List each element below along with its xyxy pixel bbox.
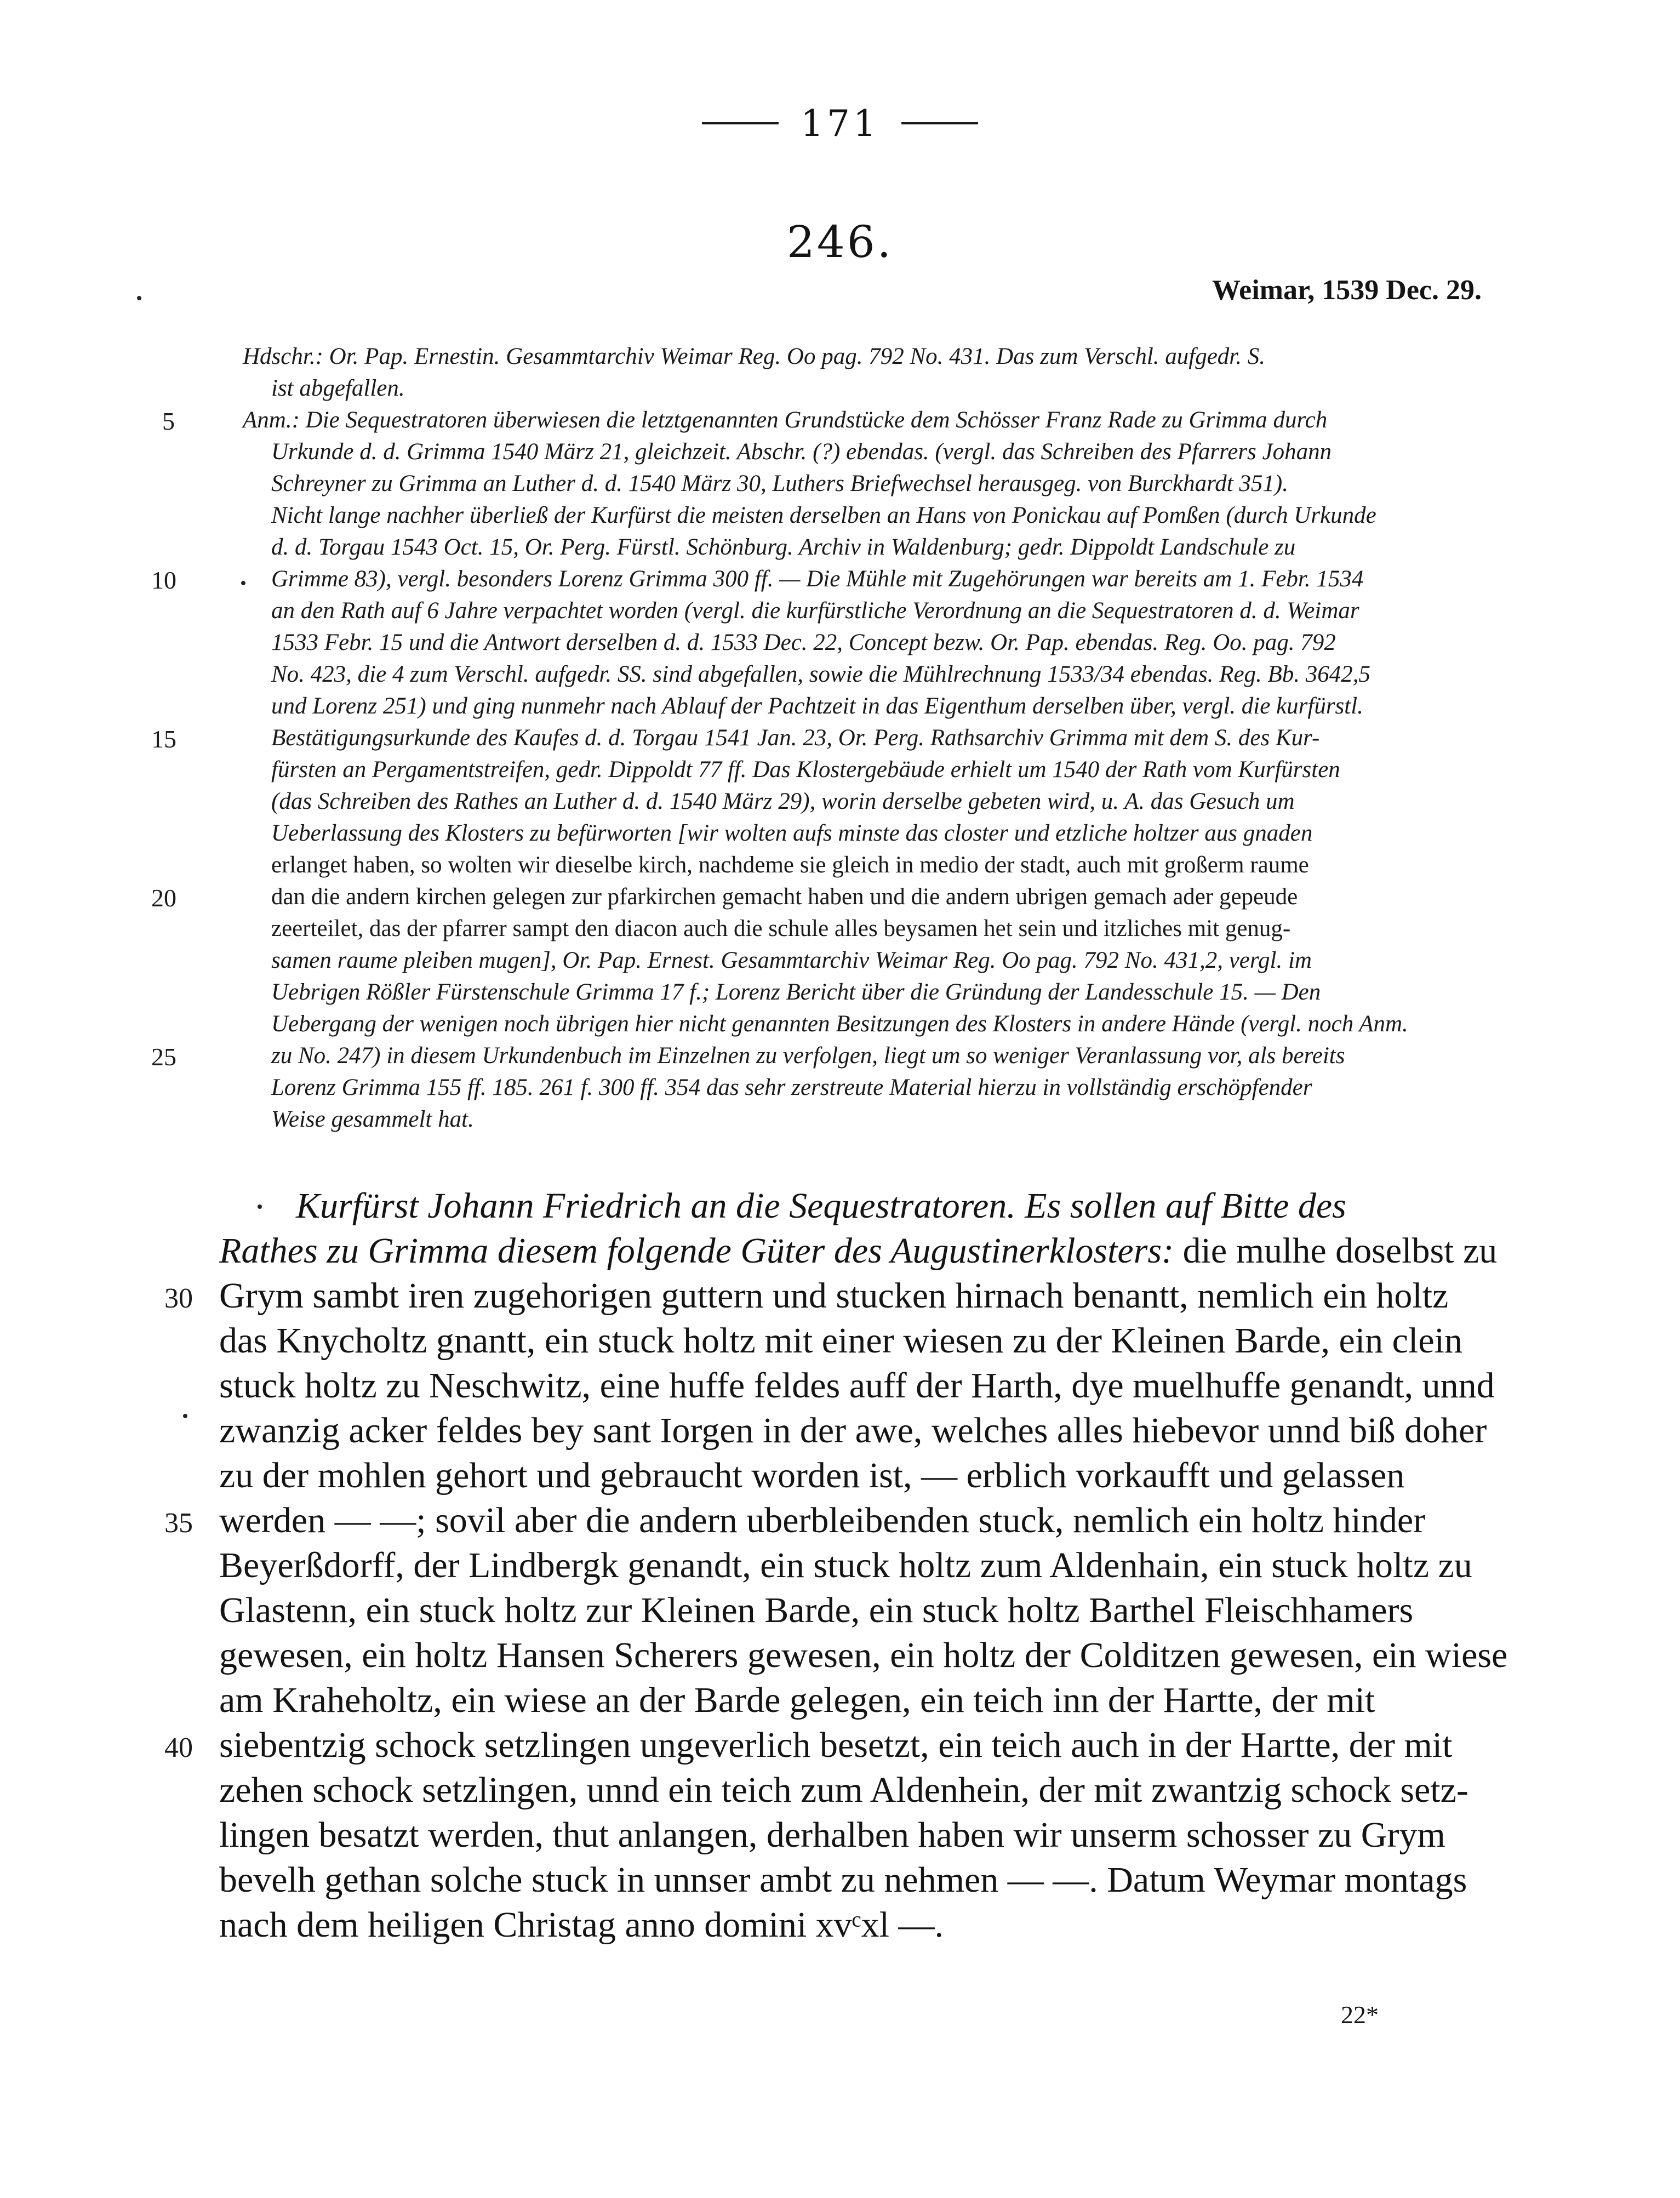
note-line: Lorenz Grimma 155 ff. 185. 261 f. 300 ff. 354 das sehr zerstreute Material hierzu in vollständig erschöpfender [271,1075,1312,1100]
stray-dot [183,1414,187,1418]
text-line: siebentzig schock setzlingen ungeverlich besetzt, ein teich auch in der Hartte, der mit [219,1725,1453,1765]
note-line: dan die andern kirchen gelegen zur pfarkirchen gemacht haben und die andern ubrigen gemach ader gepeude [271,884,1298,910]
note-line: Hdschr.: Or. Pap. Ernestin. Gesammtarchiv Weimar Reg. Oo pag. 792 No. 431. Das zum Verschl. aufgedr. S. [243,344,1266,369]
note-line: zu No. 247) in diesem Urkundenbuch im Einzelnen zu verfolgen, liegt um so weniger Veranlassung vor, als bereits [271,1043,1345,1069]
note-line: und Lorenz 251) und ging nunmehr nach Ablauf der Pachtzeit in das Eigenthum derselben über, vergl. die kurfürstl. [271,693,1363,719]
place-date: Weimar, 1539 Dec. 29. [1212,275,1482,306]
note-line: d. d. Torgau 1543 Oct. 15, Or. Perg. Fürstl. Schönburg. Archiv in Waldenburg; gedr. Dippoldt Landschule zu [271,534,1296,560]
text-line: das Knycholtz gnantt, ein stuck holtz mit einer wiesen zu der Kleinen Barde, ein clein [219,1321,1462,1361]
line-number: 15 [151,725,176,753]
note-line: (das Schreiben des Rathes an Luther d. d. 1540 März 29), worin derselbe gebeten wird, u. A. das Gesuch um [271,789,1295,814]
note-line: Nicht lange nachher überließ der Kurfürst die meisten derselben an Hans von Ponickau auf Pomßen (durch Urkunde [271,503,1376,528]
note-line: Anm.: Die Sequestratoren überwiesen die letztgenannten Grundstücke dem Schösser Franz Rade zu Grimma durch [243,407,1328,433]
note-line: Bestätigungsurkunde des Kaufes d. d. Torgau 1541 Jan. 23, Or. Perg. Rathsarchiv Grimma mit dem S. des Kur- [271,725,1320,751]
note-line: Grimme 83), vergl. besonders Lorenz Grimma 300 ff. — Die Mühle mit Zugehörungen war bereits am 1. Febr. 1534 [271,566,1364,592]
text-line: bevelh gethan solche stuck in unnser ambt zu nehmen — —. Datum Weymar montags [219,1860,1467,1900]
left-rule [702,122,779,124]
line-number: 35 [164,1508,193,1539]
text-line: zehen schock setzlingen, unnd ein teich zum Aldenhein, der mit zwantzig schock setz- [219,1770,1468,1810]
regest-italic: Rathes zu Grimma diesem folgende Güter des Augustinerklosters: [219,1231,1174,1271]
line-number: 5 [162,407,175,435]
text-line: nach dem heiligen Christag anno domini xvᶜxl —. [219,1905,944,1945]
page-number-row [0,93,1680,153]
stray-dot [137,296,141,300]
text-line: gewesen, ein holtz Hansen Scherers gewesen, ein holtz der Colditzen gewesen, ein wiese [219,1635,1508,1675]
regest-text: die mulhe doselbst zu [1174,1231,1498,1271]
note-line: fürsten an Pergamentstreifen, gedr. Dippoldt 77 ff. Das Klostergebäude erhielt um 1540 der Rath vom Kurfürsten [271,757,1340,783]
right-rule [901,122,978,124]
page-number: 171 [801,102,879,145]
text-line: Grym sambt iren zugehorigen guttern und stucken hirnach benantt, nemlich ein holtz [219,1276,1449,1316]
text-line: zu der mohlen gehort und gebraucht worden ist, — erblich vorkaufft und gelassen [219,1455,1405,1495]
line-number: 10 [151,566,176,594]
note-line: Uebergang der wenigen noch übrigen hier nicht genannten Besitzungen des Klosters in andere Hände (vergl. noch Anm. [271,1011,1408,1037]
line-number: 20 [151,884,176,912]
note-line: 1533 Febr. 15 und die Antwort derselben d. d. 1533 Dec. 22, Concept bezw. Or. Pap. ebendas. Reg. Oo. pag. 792 [271,630,1336,655]
note-line: Urkunde d. d. Grimma 1540 März 21, gleichzeit. Abschr. (?) ebendas. (vergl. das Schreiben des Pfarrers Johann [271,439,1332,465]
text-line: stuck holtz zu Neschwitz, eine huffe feldes auff der Harth, dye muelhuffe genandt, unnd [219,1366,1495,1406]
text-line: am Kraheholtz, ein wiese an der Barde gelegen, ein teich inn der Hartte, der mit [219,1680,1375,1720]
text-line: Beyerßdorff, der Lindbergk genandt, ein stuck holtz zum Aldenhain, ein stuck holtz zu [219,1545,1472,1585]
note-line: Ueberlassung des Klosters zu befürworten [wir wolten aufs minste das closter und etzliche holtzer aus gnaden [271,820,1313,846]
text-line: werden — —; sovil aber die andern uberbleibenden stuck, nemlich ein holtz hinder [219,1500,1426,1540]
note-line: zeerteilet, das der pfarrer sampt den diacon auch die schule alles beysamen het sein und itzliches mit genug- [271,916,1291,941]
stray-dot [241,581,245,585]
note-line: Uebrigen Rößler Fürstenschule Grimma 17 f.; Lorenz Bericht über die Gründung der Landesschule 15. — Den [271,979,1321,1005]
stray-dot [258,1204,262,1209]
regest-line [219,1229,1497,1274]
document-number: 246. [786,216,894,267]
note-line: samen raume pleiben mugen], Or. Pap. Ernest. Gesammtarchiv Weimar Reg. Oo pag. 792 No. 431,2, vergl. im [271,947,1312,973]
note-line: ist abgefallen. [271,375,405,401]
note-line: erlanget haben, so wolten wir dieselbe kirch, nachdeme sie gleich in medio der stadt, auch mit großerm raume [271,852,1309,878]
line-number: 40 [164,1732,193,1763]
note-line: Schreyner zu Grimma an Luther d. d. 1540 März 30, Luthers Briefwechsel herausgeg. von Burckhardt 351). [271,471,1288,496]
line-number: 25 [151,1043,176,1071]
text-line: zwanzig acker feldes bey sant Iorgen in der awe, welches alles hiebevor unnd biß doher [219,1411,1487,1451]
text-line: lingen besatzt werden, thut anlangen, derhalben haben wir unserm schosser zu Grym [219,1815,1445,1855]
text-line: Glastenn, ein stuck holtz zur Kleinen Barde, ein stuck holtz Barthel Fleischhamers [219,1590,1414,1630]
sheet-mark: 22* [1341,2001,1379,2029]
regest-line: Kurfürst Johann Friedrich an die Sequestratoren. Es sollen auf Bitte des [296,1186,1346,1226]
note-line: an den Rath auf 6 Jahre verpachtet worden (vergl. die kurfürstliche Verordnung an die Sequestratoren d. d. Weimar [271,598,1359,624]
note-line: No. 423, die 4 zum Verschl. aufgedr. SS. sind abgefallen, sowie die Mühlrechnung 1533/34 ebendas. Reg. Bb. 3642,5 [271,661,1371,687]
note-line: Weise gesammelt hat. [271,1106,474,1132]
line-number: 30 [164,1283,193,1314]
